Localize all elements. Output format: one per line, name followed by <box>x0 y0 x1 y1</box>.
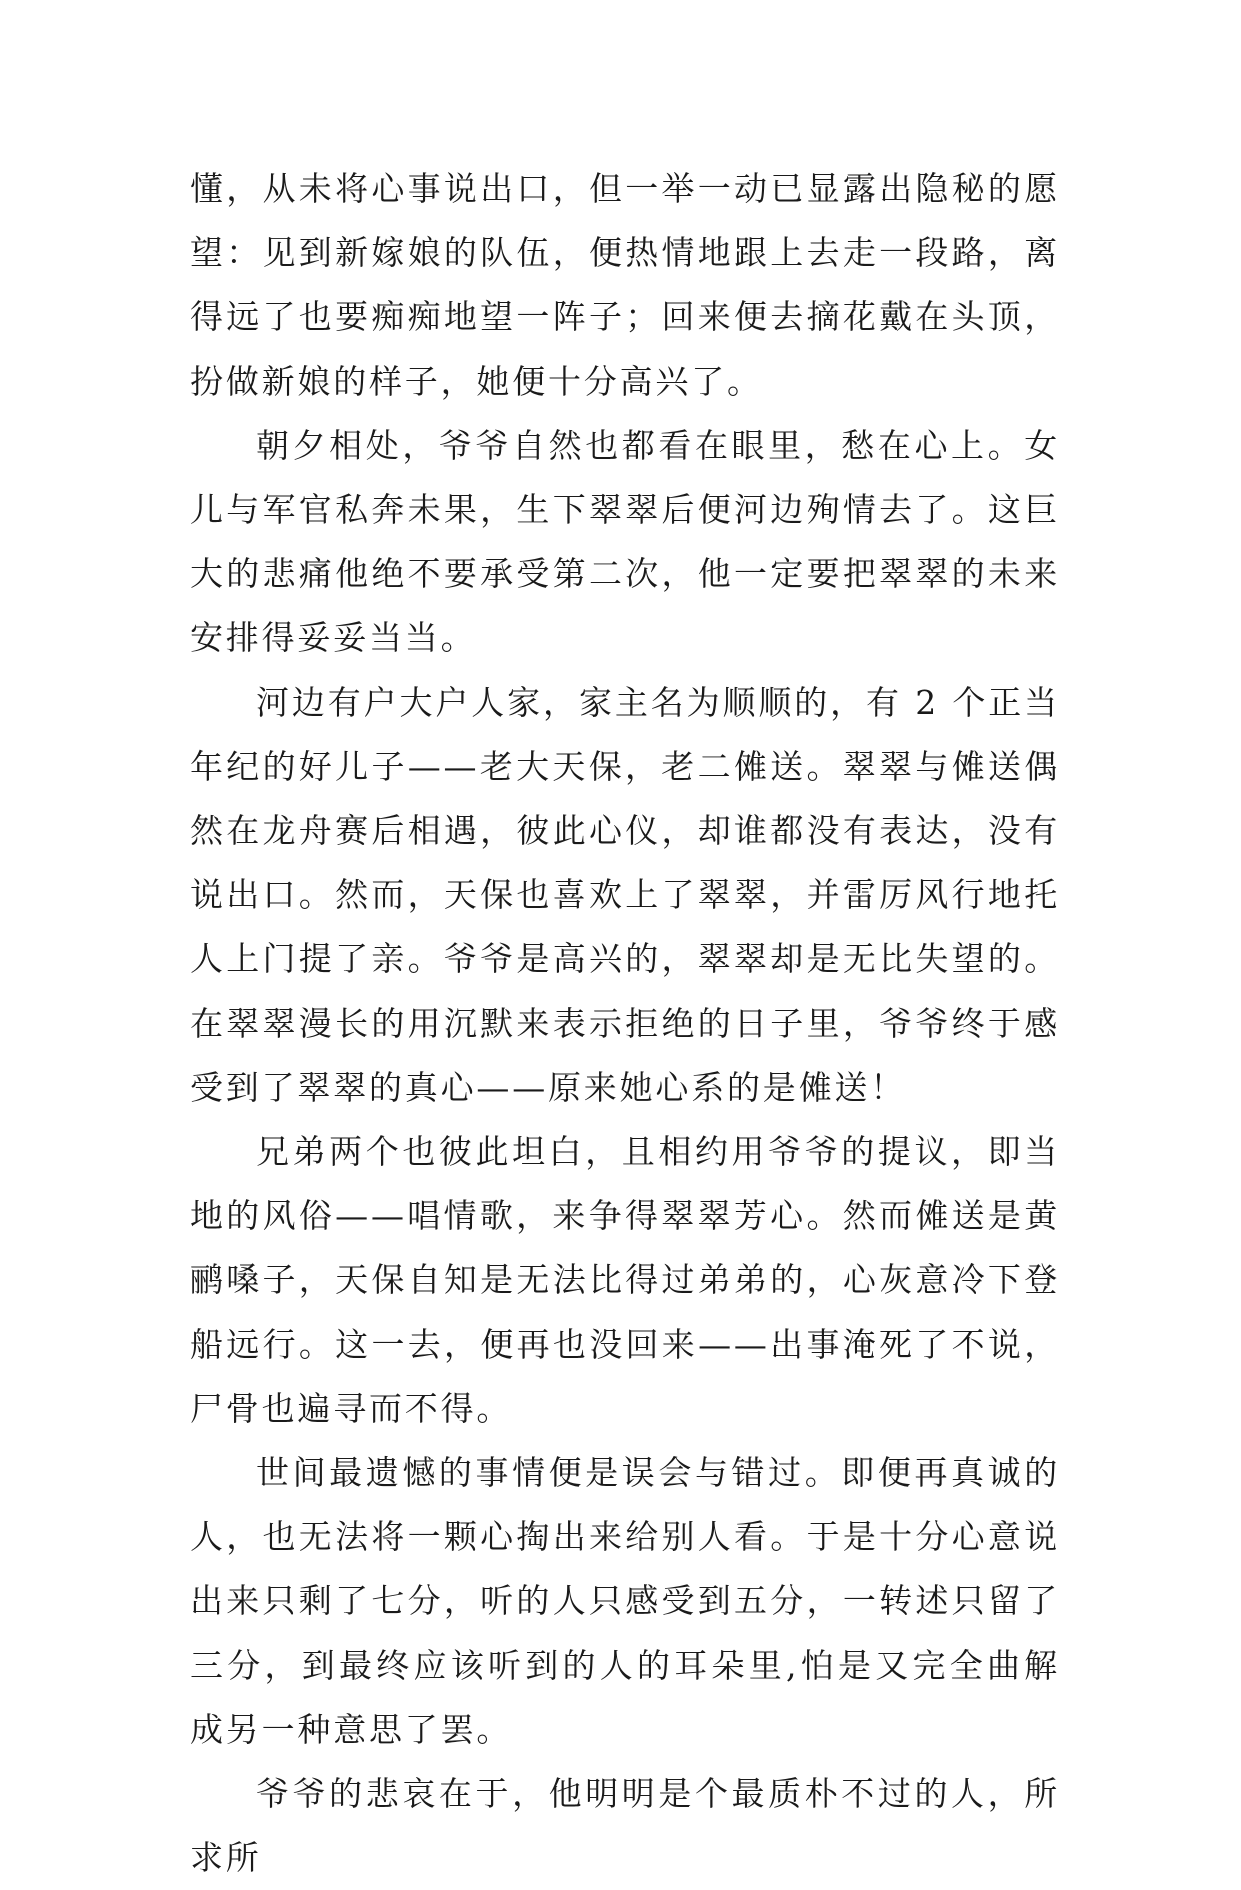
paragraph-5: 世间最遗憾的事情便是误会与错过。即便再真诚的人，也无法将一颗心掏出来给别人看。于是十分心意说出来只剩了七分，听的人只感受到五分，一转述只留了三分，到最终应该听到的人的耳朵里,怕是又完全曲解成另一种意思了罢。 <box>190 1453 1060 1749</box>
paragraph-4: 兄弟两个也彼此坦白，且相约用爷爷的提议，即当地的风俗——唱情歌，来争得翠翠芳心。然而傩送是黄鹂嗓子，天保自知是无法比得过弟弟的，心灰意冷下登船远行。这一去，便再也没回来——出事淹死了不说，尸骨也遍寻而不得。 <box>190 1132 1060 1428</box>
paragraph-3: 河边有户大户人家，家主名为顺顺的，有 2 个正当年纪的好儿子——老大天保，老二傩送。翠翠与傩送偶然在龙舟赛后相遇，彼此心仪，却谁都没有表达，没有说出口。然而，天保也喜欢上了翠翠，并雷厉风行地托人上门提了亲。爷爷是高兴的，翠翠却是无比失望的。在翠翠漫长的用沉默来表示拒绝的日子里，爷爷终于感受到了翠翠的真心——原来她心系的是傩送！ <box>190 682 1060 1107</box>
paragraph-6: 爷爷的悲哀在于，他明明是个最质朴不过的人，所求所 <box>190 1774 1060 1878</box>
paragraph-1: 懂，从未将心事说出口，但一举一动已显露出隐秘的愿望：见到新嫁娘的队伍，便热情地跟上去走一段路，离得远了也要痴痴地望一阵子；回来便去摘花戴在头顶，扮做新娘的样子，她便十分高兴了。 <box>190 169 1060 401</box>
document-body <box>190 157 1060 1890</box>
paragraph-2: 朝夕相处，爷爷自然也都看在眼里，愁在心上。女儿与军官私奔未果，生下翠翠后便河边殉情去了。这巨大的悲痛他绝不要承受第二次，他一定要把翠翠的未来安排得妥妥当当。 <box>190 425 1060 658</box>
